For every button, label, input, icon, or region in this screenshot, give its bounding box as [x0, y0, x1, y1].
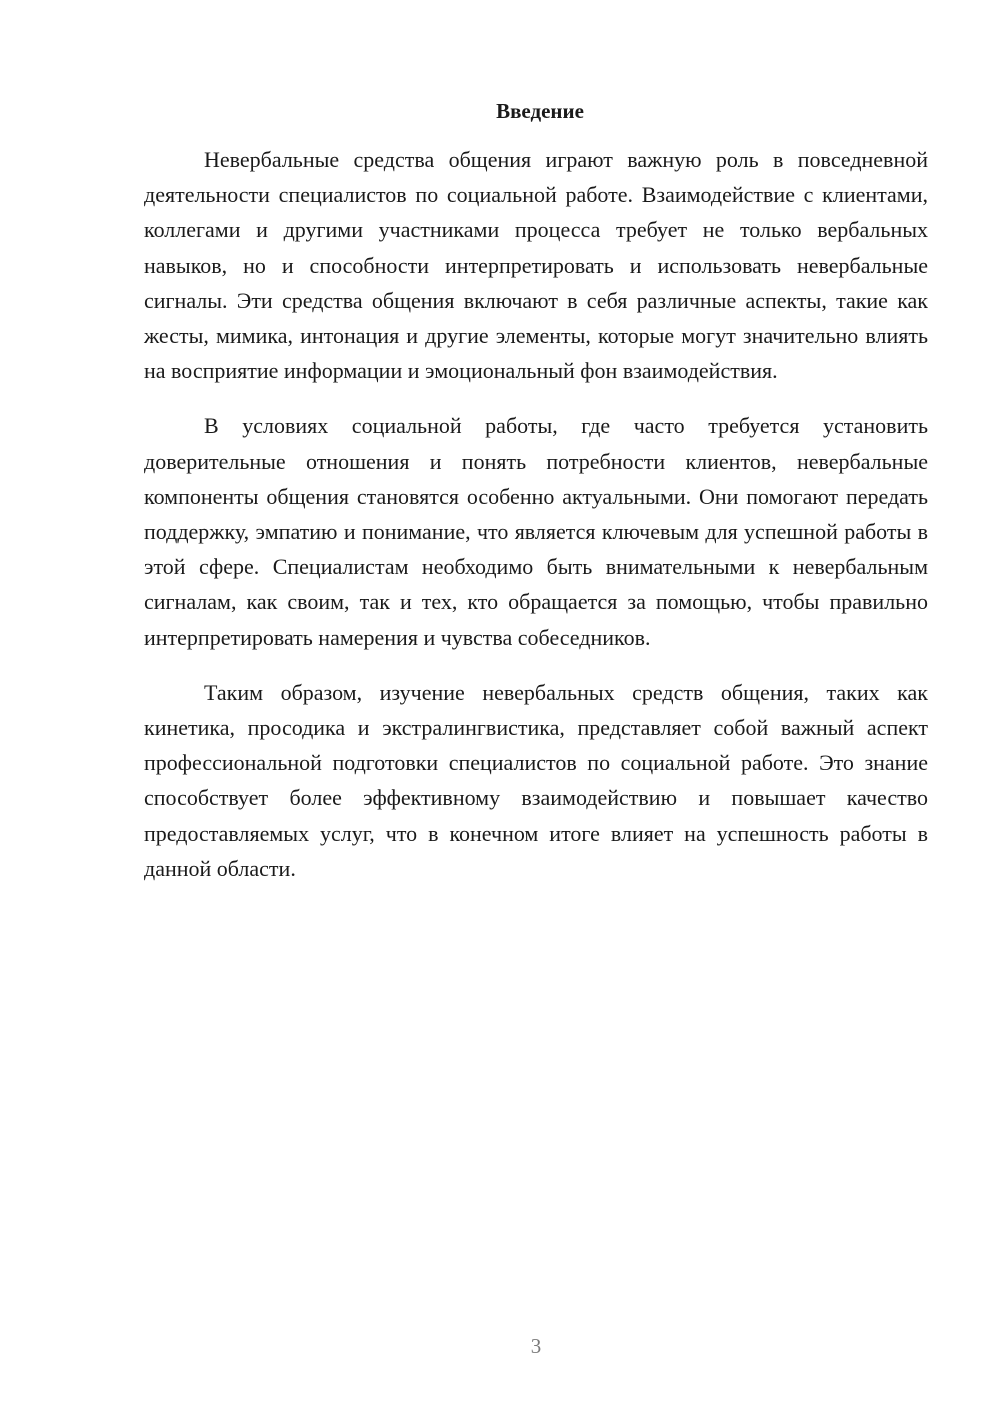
- page-number: 3: [530, 1334, 542, 1358]
- page-body: [144, 96, 928, 886]
- paragraph-3: Таким образом, изучение невербальных средств общения, таких как кинетика, просодика и экстралингвистика, представляет собой важный аспект профессиональной подготовки специалистов по социальной работе. Это знание способствует более эффективному взаимодействию и повышает качество предоставляемых услуг, что в конечном итоге влияет на успешность работы в данной области.: [144, 679, 928, 881]
- page-title: Введение: [496, 99, 584, 123]
- paragraph-2: В условиях социальной работы, где часто требуется установить доверительные отношения и понять потребности клиентов, невербальные компоненты общения становятся особенно актуальными. Они помогают передать поддержку, эмпатию и понимание, что является ключевым для успешной работы в этой сфере. Специалистам необходимо быть внимательными к невербальным сигналам, как своим, так и тех, кто обращается за помощью, чтобы правильно интерпретировать намерения и чувства собеседников.: [144, 413, 928, 650]
- paragraph-1: Невербальные средства общения играют важную роль в повседневной деятельности специалистов по социальной работе. Взаимодействие с клиентами, коллегами и другими участниками процесса требует не только вербальных навыков, но и способности интерпретировать и использовать невербальные сигналы. Эти средства общения включают в себя различные аспекты, такие как жесты, мимика, интонация и другие элементы, которые могут значительно влиять на восприятие информации и эмоциональный фон взаимодействия.: [144, 147, 928, 384]
